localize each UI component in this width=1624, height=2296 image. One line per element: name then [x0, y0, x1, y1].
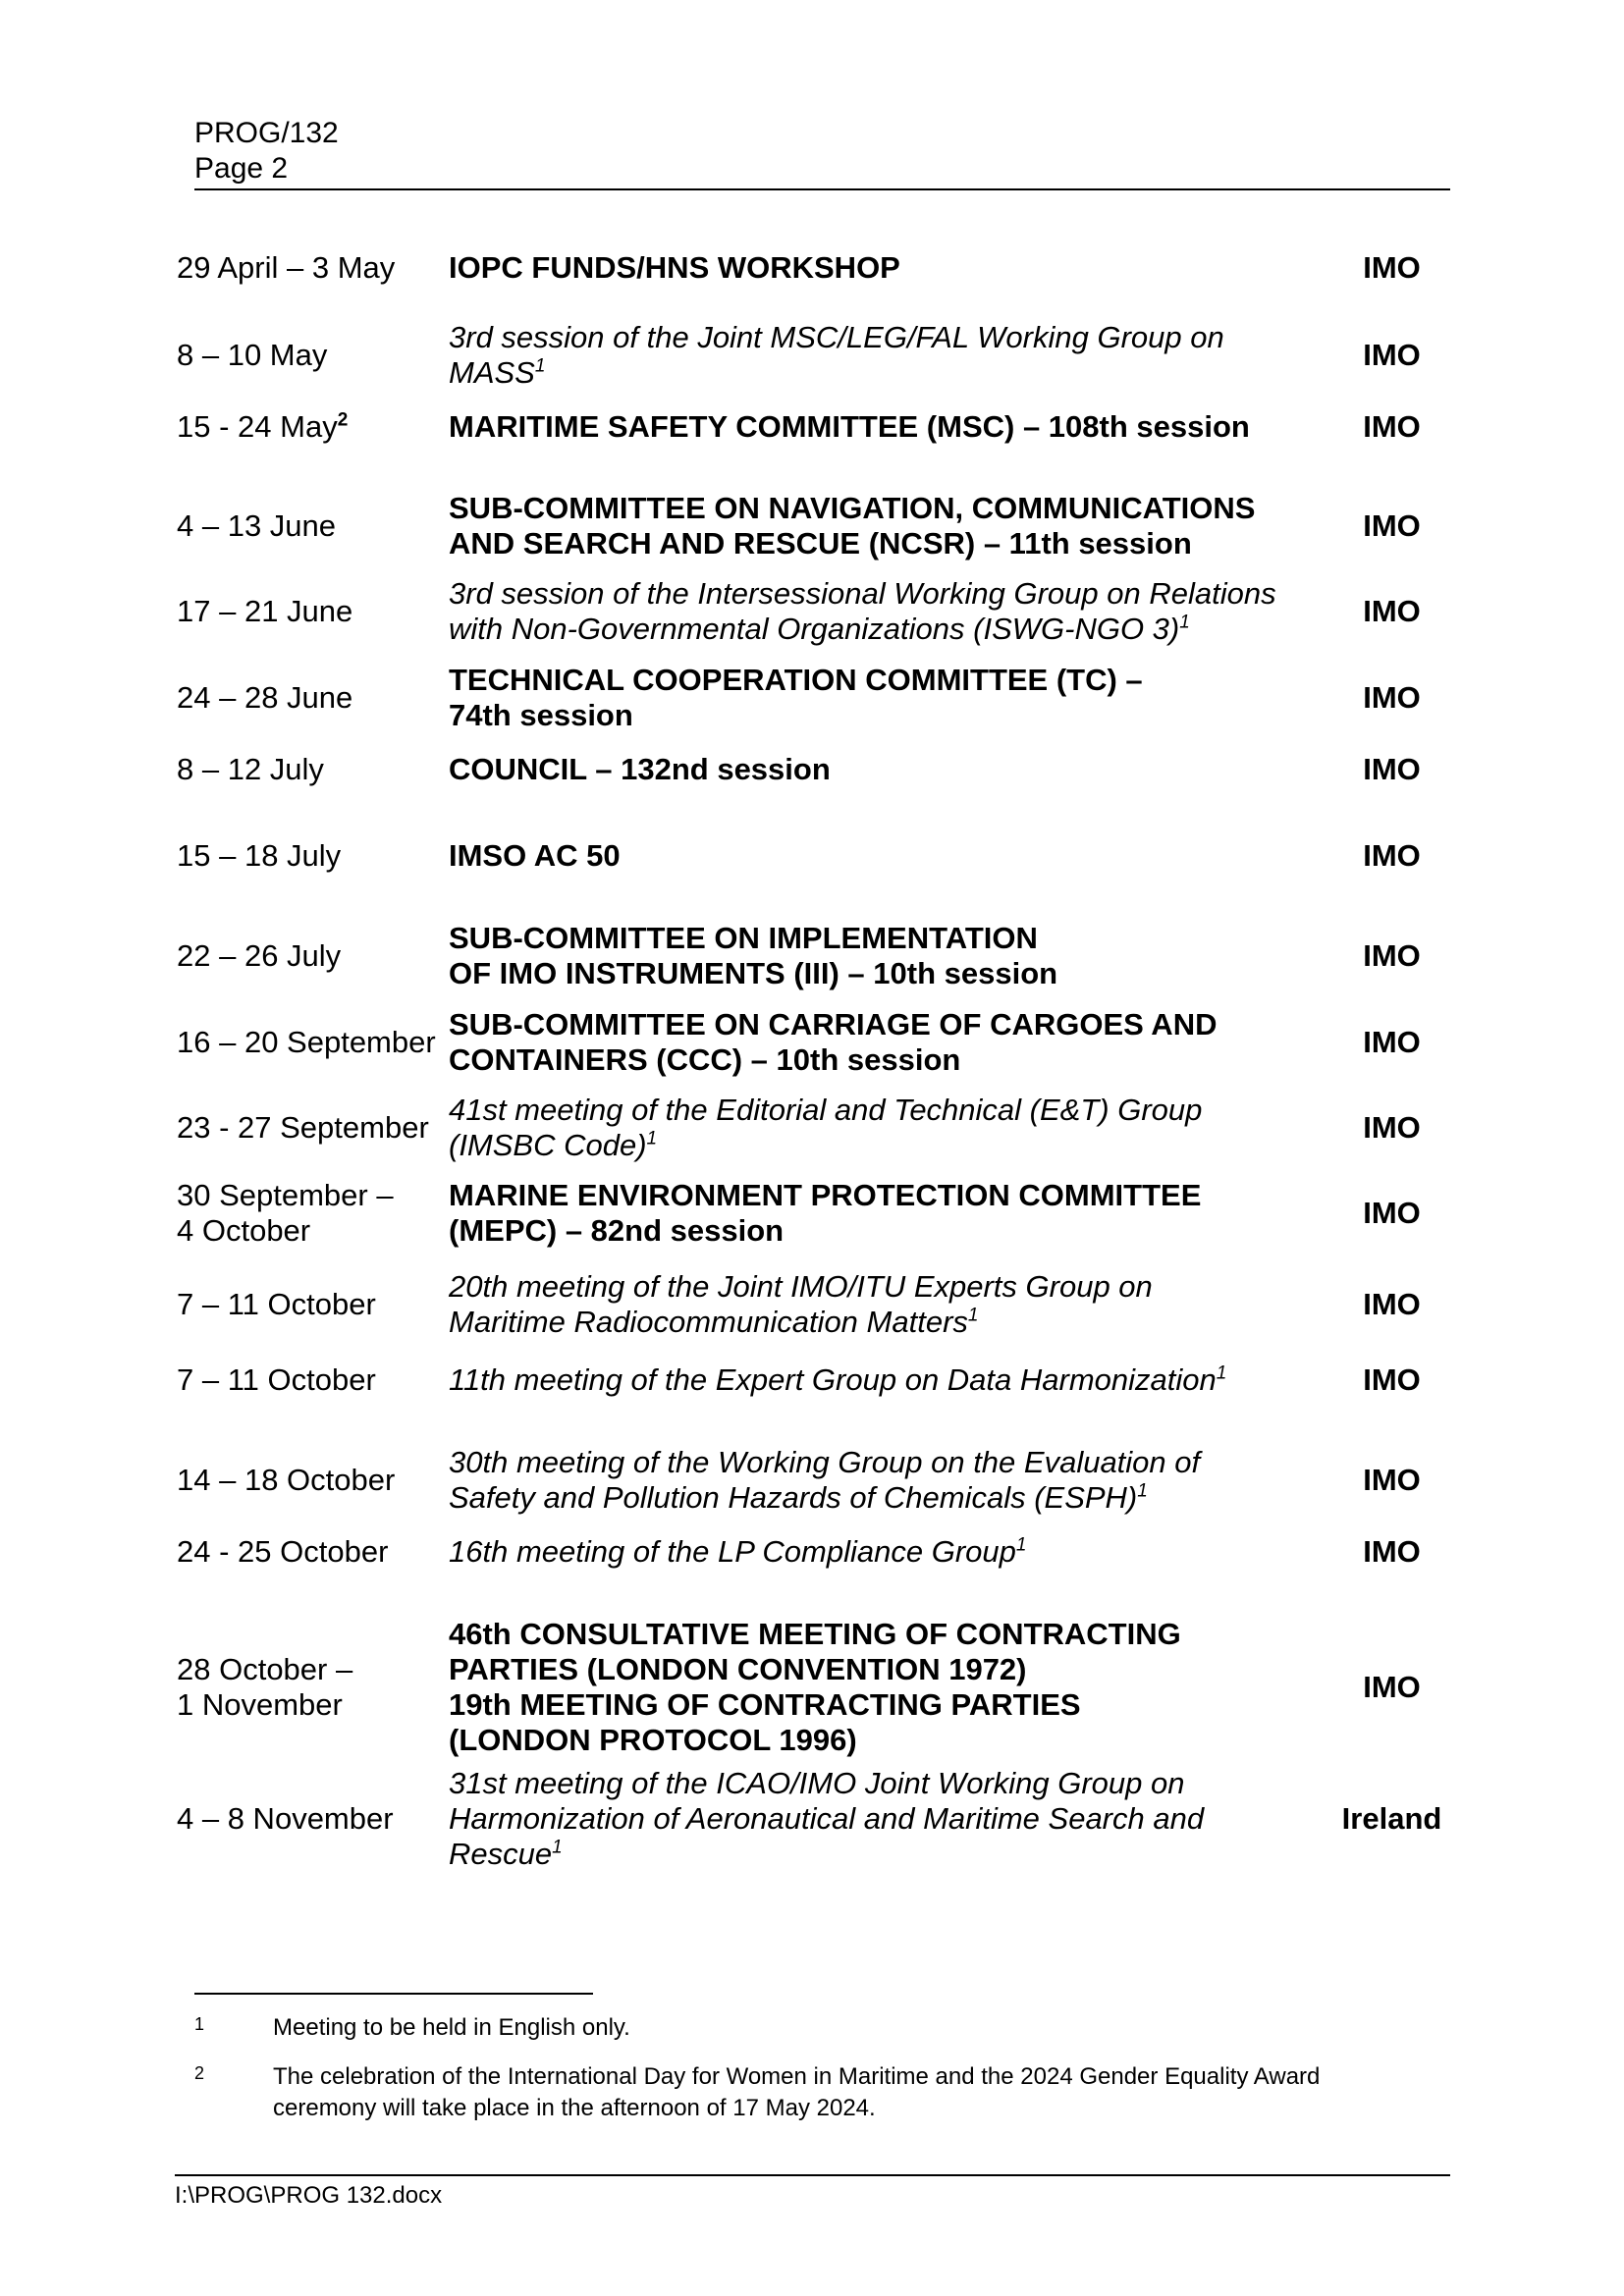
meeting-venue: IMO [1363, 508, 1421, 543]
meeting-title [449, 1176, 1293, 1251]
meeting-title [449, 575, 1293, 648]
meeting-title-text: SUB-COMMITTEE ON CARRIAGE OF CARGOES AND CONTAINERS (CCC) – 10th session [449, 1007, 1218, 1077]
meeting-title [449, 245, 1293, 291]
footnote-marker: 1 [552, 1837, 563, 1858]
meeting-title [449, 1529, 1293, 1575]
footnote-divider [194, 1993, 593, 1995]
meeting-title [449, 1262, 1293, 1347]
meeting-date [177, 1529, 442, 1575]
meeting-venue: IMO [1363, 250, 1421, 285]
meeting-venue: IMO [1363, 1025, 1421, 1059]
meeting-date-text: 22 – 26 July [177, 938, 342, 973]
meeting-venue: IMO [1363, 338, 1421, 372]
meeting-venue: IMO [1363, 594, 1421, 628]
meeting-date-text: 4 – 8 November [177, 1801, 394, 1836]
schedule-row [0, 575, 1624, 648]
meeting-date-text: 24 – 28 June [177, 680, 353, 715]
meeting-title [449, 747, 1293, 792]
schedule-row [0, 1443, 1624, 1518]
schedule-row [0, 1005, 1624, 1080]
meeting-venue: IMO [1363, 1463, 1421, 1497]
meeting-title [449, 1358, 1293, 1403]
meeting-title [449, 661, 1293, 735]
meeting-title [449, 1767, 1293, 1871]
meeting-date [177, 1615, 442, 1760]
meeting-title-text: MARINE ENVIRONMENT PROTECTION COMMITTEE (MEPC) – 82nd session [449, 1178, 1202, 1248]
meeting-venue: IMO [1363, 938, 1421, 973]
meeting-date-text: 4 – 13 June [177, 508, 337, 543]
meeting-title-text: 16th meeting of the LP Compliance Group$^1$ [449, 1534, 1027, 1569]
doc-reference: PROG/132 [194, 117, 339, 149]
schedule-row [0, 1767, 1624, 1871]
schedule-row [0, 1615, 1624, 1760]
meeting-venue: IMO [1363, 409, 1421, 444]
meeting-title-text: 11th meeting of the Expert Group on Data Harmonization$^1$ [449, 1362, 1227, 1397]
header-divider [194, 188, 1450, 190]
schedule-row [0, 1176, 1624, 1251]
schedule-row [0, 1529, 1624, 1575]
footnote-marker: 1 [534, 355, 546, 377]
meeting-date [177, 489, 442, 563]
meeting-date-text: 29 April – 3 May [177, 250, 396, 285]
meeting-venue: IMO [1363, 1534, 1421, 1569]
meeting-date [177, 1005, 442, 1080]
meeting-date-text: 30 September – 4 October [177, 1178, 394, 1248]
meeting-date-text: 8 – 12 July [177, 752, 324, 786]
schedule-row [0, 1262, 1624, 1347]
meeting-date-text: 7 – 11 October [177, 1287, 376, 1321]
meeting-venue: IMO [1363, 1196, 1421, 1230]
footnote-marker: 1 [1137, 1480, 1148, 1502]
meeting-title [449, 1443, 1293, 1518]
meeting-title [449, 919, 1293, 993]
meeting-venue: IMO [1363, 1670, 1421, 1704]
footnote-marker: 1 [967, 1305, 979, 1326]
meeting-date-text: 7 – 11 October [177, 1362, 376, 1397]
meeting-date [177, 833, 442, 879]
meeting-title-text: TECHNICAL COOPERATION COMMITTEE (TC) – 74th session [449, 663, 1143, 732]
footnote-marker: 1 [1015, 1534, 1027, 1556]
meeting-date [177, 319, 442, 392]
meeting-title-text: 3rd session of the Intersessional Working Group on Relations with Non-Governmental Organizations (ISWG-NGO 3)$^1$ [449, 576, 1276, 646]
meeting-title [449, 489, 1293, 563]
meeting-date-text: 23 - 27 September [177, 1110, 429, 1145]
meeting-title-text: IOPC FUNDS/HNS WORKSHOP [449, 250, 900, 285]
meeting-date [177, 575, 442, 648]
meeting-date [177, 919, 442, 993]
meeting-date [177, 1443, 442, 1518]
meeting-date [177, 661, 442, 735]
meeting-date-text: 15 - 24 May$^2$ [177, 409, 349, 444]
meeting-date-text: 16 – 20 September [177, 1025, 436, 1059]
meeting-date-text: 17 – 21 June [177, 594, 353, 628]
schedule-row [0, 661, 1624, 735]
schedule-row [0, 319, 1624, 392]
footnote-marker: 1 [1179, 612, 1190, 633]
footnote-number: 2 [194, 2063, 205, 2083]
meeting-title-text: 41st meeting of the Editorial and Technical (E&T) Group (IMSBC Code)$^1$ [449, 1093, 1203, 1162]
schedule-row [0, 404, 1624, 450]
schedule-row [0, 919, 1624, 993]
schedule-row [0, 489, 1624, 563]
page-number: Page 2 [194, 152, 289, 185]
meeting-title-text: 46th CONSULTATIVE MEETING OF CONTRACTING PARTIES (LONDON CONVENTION 1972) 19th MEETING OF CONTRACTING PARTIES (LONDON PROTOCOL 1996) [449, 1617, 1181, 1757]
schedule-row [0, 833, 1624, 879]
meeting-venue: IMO [1363, 1110, 1421, 1145]
meeting-title [449, 1005, 1293, 1080]
meeting-title-text: COUNCIL – 132nd session [449, 752, 831, 786]
meeting-venue: IMO [1363, 1362, 1421, 1397]
schedule-row [0, 245, 1624, 291]
meeting-title [449, 1091, 1293, 1165]
meeting-date [177, 747, 442, 792]
meeting-venue: IMO [1363, 838, 1421, 873]
meeting-title [449, 319, 1293, 392]
meeting-venue: Ireland [1341, 1801, 1442, 1836]
footnote-marker: 1 [1216, 1362, 1227, 1384]
footnote-number: 1 [194, 2014, 205, 2034]
meeting-date-text: 15 – 18 July [177, 838, 342, 873]
meeting-date-text: 14 – 18 October [177, 1463, 396, 1497]
meeting-title-text: SUB-COMMITTEE ON NAVIGATION, COMMUNICATIONS AND SEARCH AND RESCUE (NCSR) – 11th session [449, 491, 1256, 561]
file-path: I:\PROG\PROG 132.docx [175, 2182, 443, 2209]
meeting-date [177, 1358, 442, 1403]
meeting-venue: IMO [1363, 680, 1421, 715]
meeting-date [177, 1176, 442, 1251]
footnote-marker: 1 [646, 1128, 658, 1149]
meeting-date [177, 1767, 442, 1871]
meeting-date-text: 28 October – 1 November [177, 1652, 353, 1722]
meeting-title-text: IMSO AC 50 [449, 838, 621, 873]
meeting-title [449, 833, 1293, 879]
schedule-row [0, 747, 1624, 792]
footer-divider [175, 2174, 1450, 2176]
meeting-title-text: 30th meeting of the Working Group on the Evaluation of Safety and Pollution Hazards of Chemicals (ESPH)$^1$ [449, 1445, 1201, 1515]
meeting-date [177, 1091, 442, 1165]
meeting-title [449, 1615, 1293, 1760]
page-header [194, 116, 339, 187]
meeting-date-text: 8 – 10 May [177, 338, 328, 372]
meeting-date [177, 1262, 442, 1347]
footnote-text: Meeting to be held in English only. [273, 2014, 630, 2041]
schedule-row [0, 1091, 1624, 1165]
meeting-venue: IMO [1363, 752, 1421, 786]
footnote-marker: 2 [337, 409, 349, 431]
meeting-date [177, 404, 442, 450]
meeting-title-text: 31st meeting of the ICAO/IMO Joint Working Group on Harmonization of Aeronautical and Maritime Search and Rescue$^1$ [449, 1766, 1205, 1871]
meeting-venue: IMO [1363, 1287, 1421, 1321]
meeting-date [177, 245, 442, 291]
meeting-date-text: 24 - 25 October [177, 1534, 389, 1569]
meeting-title-text: SUB-COMMITTEE ON IMPLEMENTATION OF IMO INSTRUMENTS (III) – 10th session [449, 921, 1058, 990]
meeting-title-text: 3rd session of the Joint MSC/LEG/FAL Working Group on MASS$^1$ [449, 320, 1224, 390]
meeting-title-text: MARITIME SAFETY COMMITTEE (MSC) – 108th session [449, 409, 1250, 444]
meeting-title-text: 20th meeting of the Joint IMO/ITU Experts Group on Maritime Radiocommunication Matters$^1$ [449, 1269, 1153, 1339]
footnote-text: The celebration of the International Day for Women in Maritime and the 2024 Gender Equality Award ceremony will take place in the afternoon of 17 May 2024. [273, 2063, 1321, 2121]
meeting-title [449, 404, 1293, 450]
schedule-row [0, 1358, 1624, 1403]
